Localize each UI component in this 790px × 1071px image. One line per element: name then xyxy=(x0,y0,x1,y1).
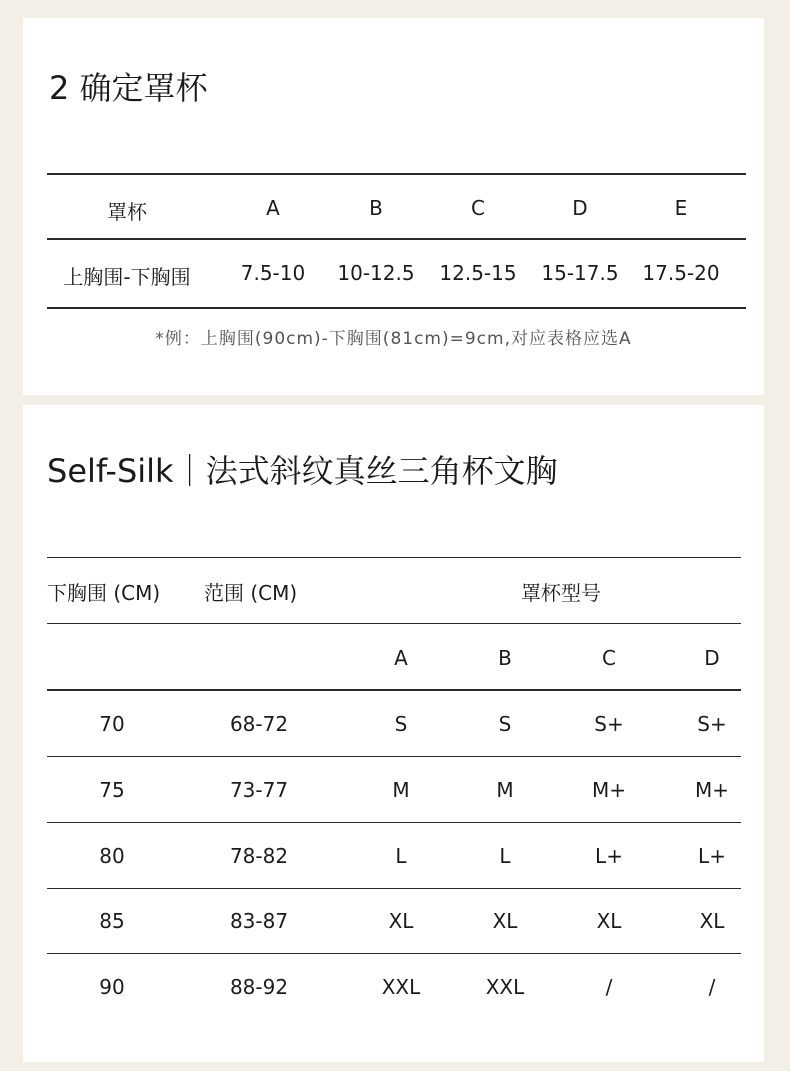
row-divider xyxy=(47,756,741,757)
header-cup-e: E xyxy=(674,196,688,220)
cup-a-range: 7.5-10 xyxy=(240,261,306,285)
size-cup-a: XL xyxy=(388,909,414,933)
size-cup-a: XXL xyxy=(381,975,421,999)
row-divider xyxy=(47,888,741,889)
header-under-bust: 下胸围 (CM) xyxy=(47,581,161,605)
header-cup-model: 罩杯型号 xyxy=(521,581,601,605)
product-title: Self-Silk｜法式斜纹真丝三角杯文胸 xyxy=(47,452,558,490)
cup-c-range: 12.5-15 xyxy=(439,261,517,285)
example-note: *例：上胸围(90cm)-下胸围(81cm)=9cm,对应表格应选A xyxy=(155,329,632,349)
cup-size-card xyxy=(23,18,764,395)
size-cup-a: M xyxy=(392,778,410,802)
size-cup-d: M+ xyxy=(694,778,729,802)
size-table-top-rule xyxy=(47,557,741,558)
size-cup-b: M xyxy=(496,778,514,802)
size-cup-c: M+ xyxy=(591,778,626,802)
range-value: 88-92 xyxy=(229,975,289,999)
header-size-cup-c: C xyxy=(602,646,616,670)
table-top-rule xyxy=(47,173,746,175)
header-cup-c: C xyxy=(471,196,485,220)
size-cup-d: / xyxy=(708,975,716,999)
size-cup-d: S+ xyxy=(697,712,727,736)
size-chart-card xyxy=(23,405,764,1062)
size-cup-b: XL xyxy=(492,909,518,933)
header-cup: 罩杯 xyxy=(107,200,147,224)
range-value: 83-87 xyxy=(229,909,289,933)
header-cup-b: B xyxy=(369,196,383,220)
range-value: 68-72 xyxy=(229,712,289,736)
under-bust-value: 85 xyxy=(99,909,125,933)
under-bust-value: 70 xyxy=(99,712,125,736)
header-cup-a: A xyxy=(266,196,280,220)
range-value: 73-77 xyxy=(229,778,289,802)
size-cup-c: L+ xyxy=(595,844,623,868)
header-cup-d: D xyxy=(572,196,588,220)
size-cup-a: S xyxy=(394,712,408,736)
size-cup-d: XL xyxy=(699,909,725,933)
header-size-cup-d: D xyxy=(704,646,720,670)
section-title: 2 确定罩杯 xyxy=(49,69,208,107)
row-divider xyxy=(47,953,741,954)
table-bottom-rule xyxy=(47,307,746,309)
size-cup-c: S+ xyxy=(594,712,624,736)
size-cup-c: XL xyxy=(596,909,622,933)
header-range: 范围 (CM) xyxy=(204,581,298,605)
header-size-cup-a: A xyxy=(394,646,408,670)
size-cup-d: L+ xyxy=(698,844,726,868)
size-table-body-rule xyxy=(47,689,741,691)
size-cup-b: XXL xyxy=(485,975,525,999)
under-bust-value: 80 xyxy=(99,844,125,868)
row-divider xyxy=(47,822,741,823)
table-mid-rule xyxy=(47,238,746,240)
range-value: 78-82 xyxy=(229,844,289,868)
size-table-header-rule xyxy=(47,623,741,624)
size-cup-b: S xyxy=(498,712,512,736)
under-bust-value: 90 xyxy=(99,975,125,999)
size-cup-a: L xyxy=(395,844,407,868)
cup-e-range: 17.5-20 xyxy=(642,261,720,285)
row-label: 上胸围-下胸围 xyxy=(63,265,191,289)
under-bust-value: 75 xyxy=(99,778,125,802)
cup-b-range: 10-12.5 xyxy=(337,261,415,285)
size-cup-b: L xyxy=(499,844,511,868)
size-cup-c: / xyxy=(605,975,613,999)
header-size-cup-b: B xyxy=(498,646,512,670)
cup-d-range: 15-17.5 xyxy=(541,261,619,285)
